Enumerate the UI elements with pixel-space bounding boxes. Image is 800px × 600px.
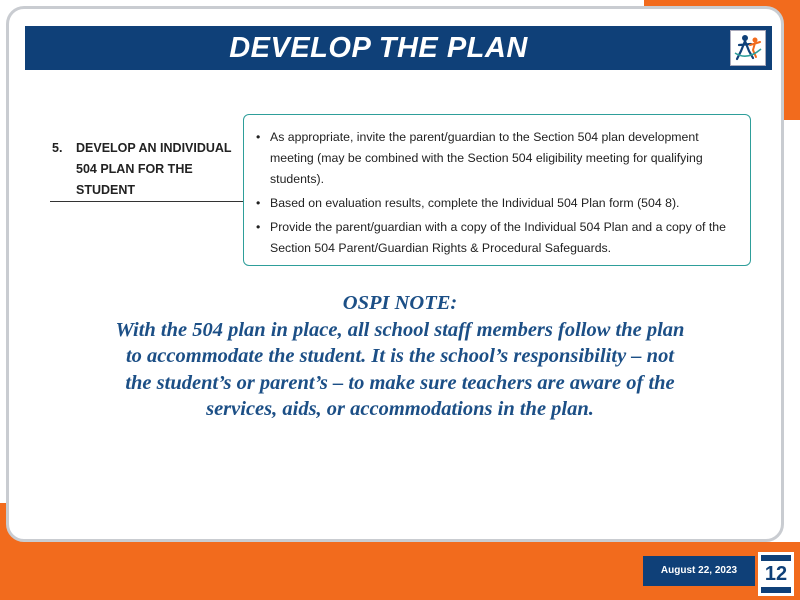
- note-line: to accommodate the student. It is the school’s responsibility – not: [125, 345, 675, 367]
- step-divider: [50, 201, 244, 202]
- note-line: the student’s or parent’s – to make sure teachers are aware of the: [125, 371, 675, 394]
- bullet-box: [243, 114, 751, 266]
- footer-date: August 22, 2023: [643, 556, 755, 586]
- bullet-list: [256, 127, 740, 259]
- bullet-item: • As appropriate, invite the parent/guardian to the Section 504 plan development meeting (may be combined with the Section 504 eligibility meeting for qualifying students).: [256, 127, 740, 190]
- page-number: 12: [761, 561, 791, 587]
- page-number-box: [758, 552, 794, 596]
- bullet-item: • Provide the parent/guardian with a copy of the Individual 504 Plan and a copy of the Section 504 Parent/Guardian Rights & Procedural Safeguards.: [256, 217, 740, 259]
- step-number: 5.: [52, 141, 63, 155]
- ospi-note: [40, 290, 760, 423]
- step-text: DEVELOP AN INDIVIDUAL 504 PLAN FOR THE STUDENT: [76, 141, 232, 197]
- slide-card: [6, 6, 784, 542]
- note-heading: OSPI NOTE:: [342, 292, 458, 314]
- note-line: With the 504 plan in place, all school staff members follow the plan: [115, 318, 685, 341]
- figures-logo-icon: [730, 30, 766, 66]
- bullet-item: • Based on evaluation results, complete the Individual 504 Plan form (504 8).: [256, 193, 740, 214]
- title-bar: [25, 26, 772, 70]
- note-line: services, aids, or accommodations in the plan.: [206, 398, 594, 420]
- slide-title: DEVELOP THE PLAN: [229, 32, 528, 64]
